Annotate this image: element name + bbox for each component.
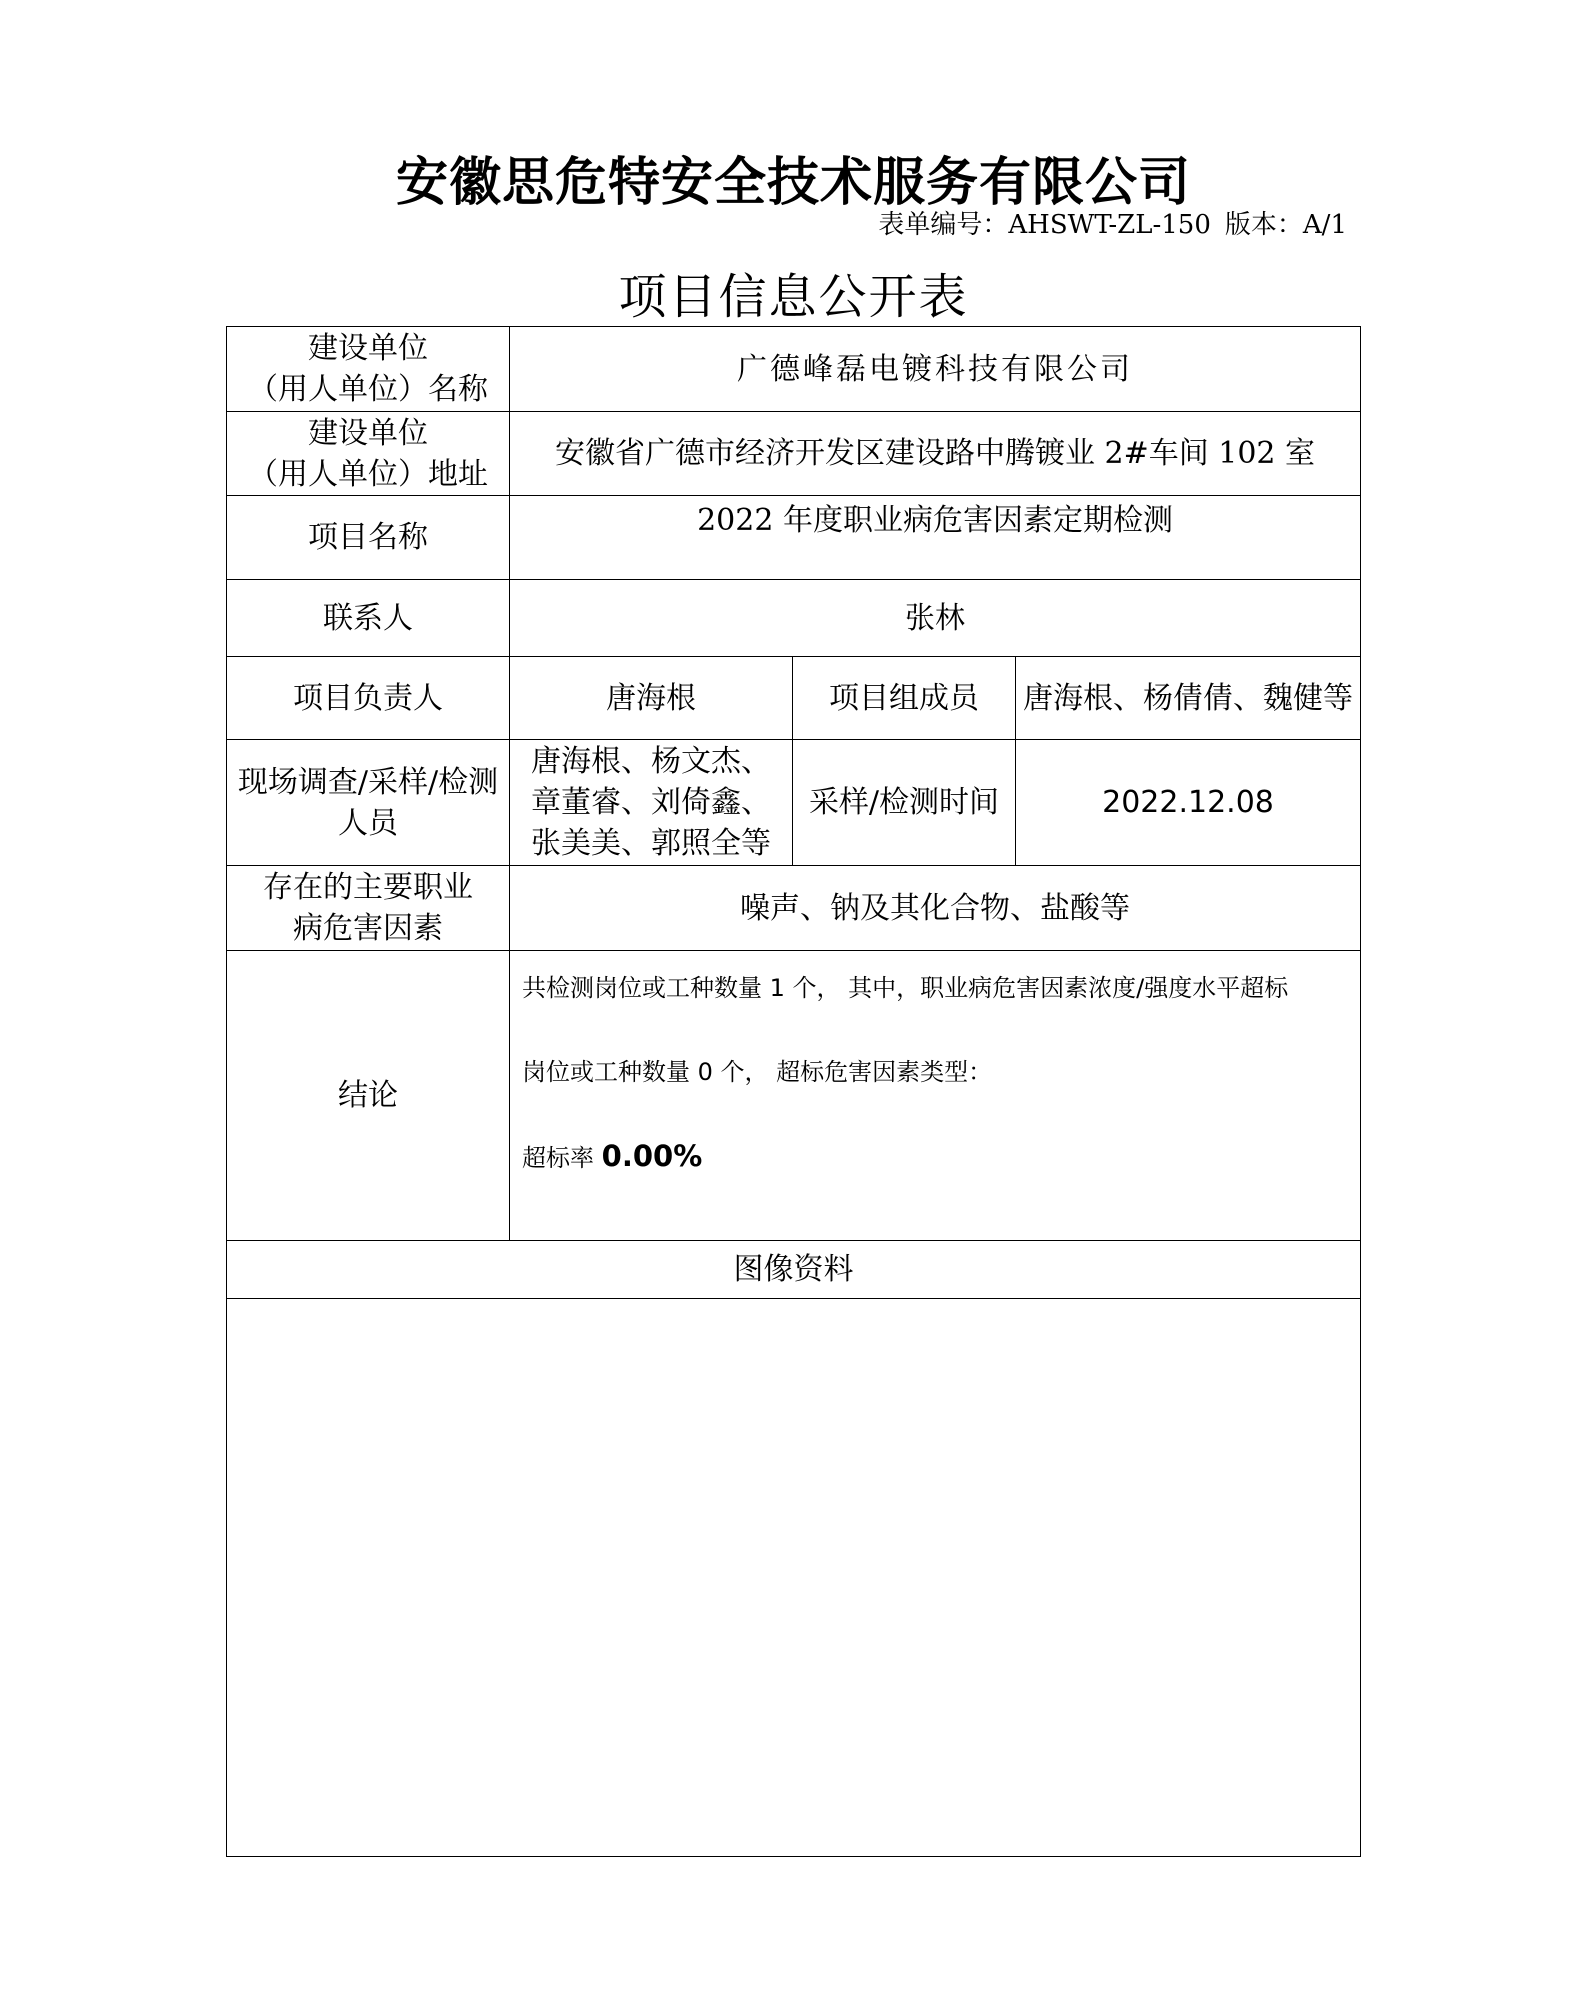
rate-value: 0.00% bbox=[601, 1139, 703, 1173]
project-name-label: 项目名称 bbox=[227, 496, 510, 580]
version-label: 版本：A/1 bbox=[1224, 210, 1347, 240]
form-number bbox=[878, 204, 1347, 241]
project-name-value: 2022 年度职业病危害因素定期检测 bbox=[510, 496, 1361, 580]
field-staff-value: 唐海根、杨文杰、 章董睿、刘倚鑫、 张美美、郭照全等 bbox=[510, 740, 793, 866]
conclusion-value bbox=[510, 951, 1361, 1241]
hazards-label: 存在的主要职业 病危害因素 bbox=[227, 866, 510, 951]
contact-label: 联系人 bbox=[227, 580, 510, 657]
unit-name-label: 建设单位 （用人单位）名称 bbox=[227, 327, 510, 412]
field-staff-label: 现场调查/采样/检测人员 bbox=[227, 740, 510, 866]
conclusion-line-2: 岗位或工种数量 0 个， 超标危害因素类型： bbox=[522, 1058, 993, 1086]
conclusion-line-3 bbox=[522, 1141, 1350, 1173]
row-project-name bbox=[227, 496, 1361, 580]
project-lead-value: 唐海根 bbox=[510, 657, 793, 740]
project-lead-label: 项目负责人 bbox=[227, 657, 510, 740]
document-title: 项目信息公开表 bbox=[618, 269, 969, 325]
hazards-value: 噪声、钠及其化合物、盐酸等 bbox=[510, 866, 1361, 951]
images-label: 图像资料 bbox=[227, 1241, 1361, 1299]
rate-label: 超标率 bbox=[522, 1144, 602, 1172]
unit-address-value: 安徽省广德市经济开发区建设路中腾镀业 2#车间 102 室 bbox=[510, 412, 1361, 496]
images-area bbox=[227, 1299, 1361, 1857]
contact-value: 张林 bbox=[510, 580, 1361, 657]
unit-address-label: 建设单位 （用人单位）地址 bbox=[227, 412, 510, 496]
row-project-lead bbox=[227, 657, 1361, 740]
row-unit-address bbox=[227, 412, 1361, 496]
sampling-time-value: 2022.12.08 bbox=[1016, 740, 1361, 866]
form-number-label: 表单编号：AHSWT-ZL-150 bbox=[878, 210, 1211, 240]
unit-name-value: 广德峰磊电镀科技有限公司 bbox=[510, 327, 1361, 412]
row-conclusion bbox=[227, 951, 1361, 1241]
row-contact bbox=[227, 580, 1361, 657]
row-images-header bbox=[227, 1241, 1361, 1299]
project-members-label: 项目组成员 bbox=[793, 657, 1016, 740]
conclusion-label: 结论 bbox=[227, 951, 510, 1241]
project-members-value: 唐海根、杨倩倩、魏健等 bbox=[1016, 657, 1361, 740]
project-info-table bbox=[226, 326, 1361, 1857]
conclusion-line-1: 共检测岗位或工种数量 1 个， 其中，职业病危害因素浓度/强度水平超标 bbox=[522, 974, 1289, 1002]
row-images-area bbox=[227, 1299, 1361, 1857]
row-unit-name bbox=[227, 327, 1361, 412]
row-field-staff bbox=[227, 740, 1361, 866]
row-hazards bbox=[227, 866, 1361, 951]
sampling-time-label: 采样/检测时间 bbox=[793, 740, 1016, 866]
company-title: 安徽思危特安全技术服务有限公司 bbox=[395, 152, 1191, 213]
